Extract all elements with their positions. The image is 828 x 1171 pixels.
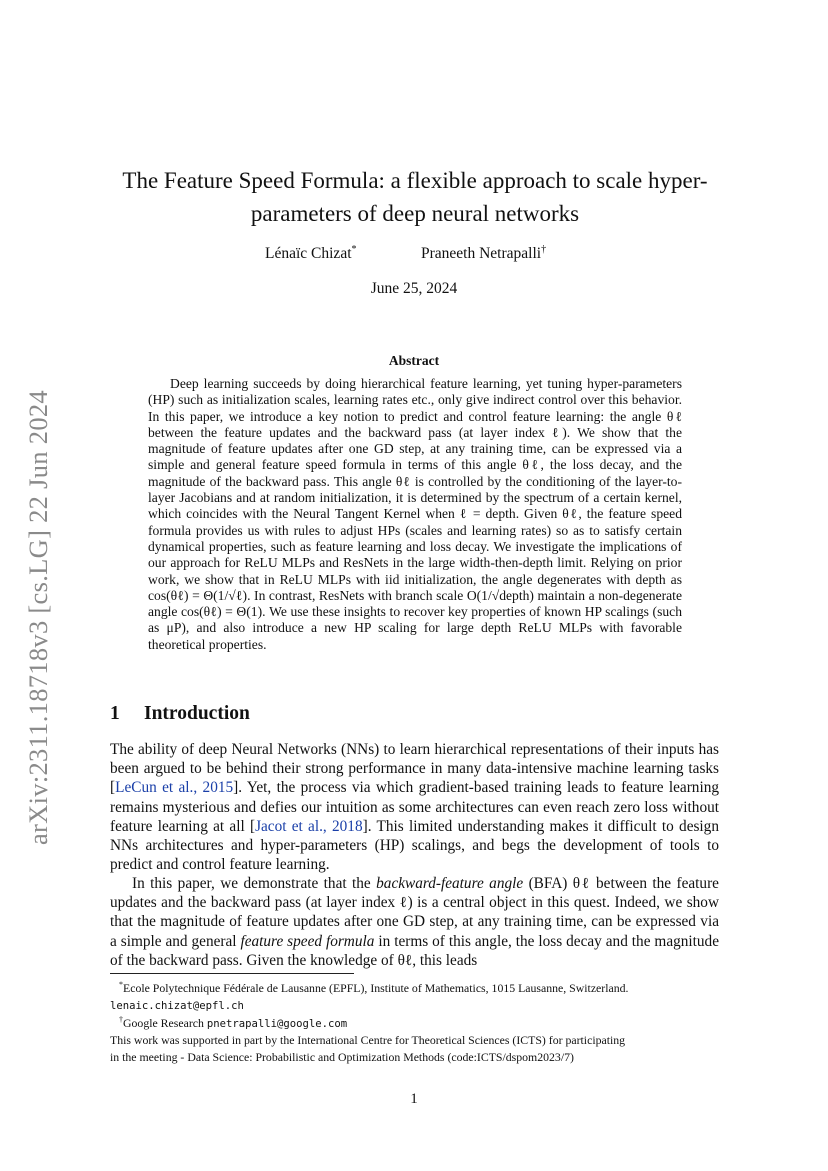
footnote-mark: * [119,980,123,989]
email-address[interactable]: lenaic.chizat@epfl.ch [110,999,244,1012]
intro-paragraph-1 [110,740,719,874]
funding-note-line: in the meeting - Data Science: Probabilistic and Optimization Methods (code:ICTS/dspom2023/7) [110,1050,574,1065]
footnotes [110,980,722,1066]
emphasis-term: feature speed formula [240,932,375,950]
email-address[interactable]: pnetrapalli@google.com [206,1017,348,1030]
author-name: Praneeth Netrapalli [421,245,542,262]
citation-link-jacot-2018[interactable]: Jacot et al., 2018 [255,817,363,835]
section-number: 1 [110,703,120,724]
footnote-mark: † [119,1014,123,1024]
abstract-text: Deep learning succeeds by doing hierarchical feature learning, yet tuning hyper-parameters (HP) such as initialization scales, learning rates etc., only give indirect control over this behavior. In this paper, we introduce a key notion to predict and control feature learning: the angle θℓ between the feature updates and the backward pass (at layer index ℓ). We show that the magnitude of feature updates after one GD step, at any training time, can be expressed via a simple and general feature speed formula in terms of this angle θℓ, the loss decay, and the magnitude of the backward pass. This angle θℓ is controlled by the conditioning of the layer-to-layer Jacobians and at random initialization, it is determined by the spectrum of a certain kernel, which coincides with the Neural Tangent Kernel when ℓ = depth. Given θℓ, the feature speed formula provides us with rules to adjust HPs (scales and learning rates) so as to satisfy certain dynamical properties, such as feature learning and loss decay. We investigate the implications of our approach for ReLU MLPs and ResNets in the large width-then-depth limit. Relying on prior work, we show that in ReLU MLPs with iid initialization, the angle degenerates with depth as cos(θℓ) = Θ(1/√ℓ). In contrast, ResNets with branch scale O(1/√depth) maintain a non-degenerate angle cos(θℓ) = Θ(1). We use these insights to recover key properties of known HP scalings (such as μP), and also introduce a new HP scaling for large depth ReLU MLPs with favorable theoretical properties. [148,376,682,652]
paragraph-text: The ability of deep Neural Networks (NNs) to learn hierarchical representations of their inputs has been argued to be behind their strong performance in many data-intensive machine learning tasks [ [110,741,719,797]
section-title: Introduction [144,703,250,724]
author-footnote-mark: * [351,244,357,255]
section-heading-introduction [110,702,250,726]
footnote-email-line [110,997,722,1015]
citation-link-lecun-2015[interactable]: LeCun et al., 2015 [115,779,234,797]
page-number: 1 [410,1091,418,1107]
author-chizat [265,244,357,264]
arxiv-identifier-stamp: arXiv:2311.18718v3 [cs.LG] 22 Jun 2024 [23,390,53,845]
author-footnote-mark: † [541,244,547,255]
paragraph-text: (BFA) θℓ between the feature updates and the backward pass (at layer index ℓ) is a central object in this quest. Indeed, we show that the magnitude of feature updates after one GD step, at any training time, can be expressed via a simple and general [110,875,719,950]
footnote-divider [110,973,354,974]
funding-note-line: This work was supported in part by the International Centre for Theoretical Sciences (ICTS) for participating [110,1033,626,1048]
paragraph-text: ]. This limited understanding makes it difficult to design NNs architectures and hyper-parameters (HP) scalings, and begs the development of tools to predict and control feature learning. [110,817,719,874]
intro-paragraph-2 [110,874,719,970]
paragraph-text: in terms of this angle, the loss decay and the magnitude of the backward pass. Given the knowledge of θℓ, this leads [110,932,719,969]
author-name: Lénaïc Chizat [265,245,352,262]
paragraph-text: ]. Yet, the process via which gradient-based training leads to feature learning remains mysterious and defies our intuition as some architectures can even reach zero loss without feature learning at all [ [110,779,720,835]
footnote-affiliation-netrapalli [110,1015,722,1033]
abstract-heading: Abstract [388,353,440,368]
footnote-text: Ecole Polytechnique Fédérale de Lausanne (EPFL), Institute of Mathematics, 1015 Lausanne, Switzerland. [123,981,629,995]
publication-date: June 25, 2024 [370,280,458,297]
paper-title: The Feature Speed Formula: a flexible approach to scale hyper-parameters of deep neural networks [122,168,708,226]
author-netrapalli [421,244,546,264]
paragraph-text: In this paper, we demonstrate that the [132,875,377,892]
emphasis-term: backward-feature angle [376,875,524,892]
footnote-text: Google Research [123,1015,207,1030]
footnote-affiliation-chizat [110,980,722,997]
